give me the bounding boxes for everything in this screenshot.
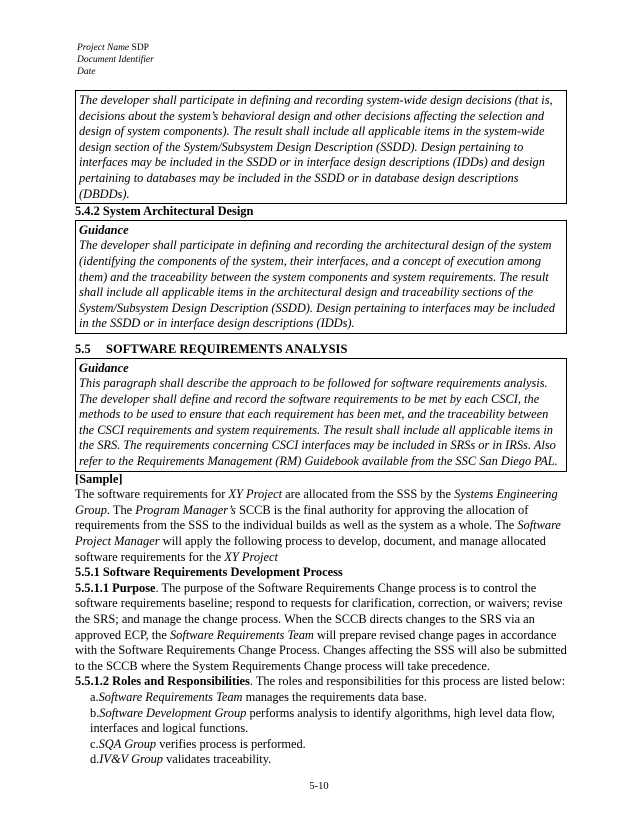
guidance-box-system-design — [75, 90, 567, 204]
text-run: will apply the following process to develop, document, and manage allocated software requirements for the — [75, 534, 546, 564]
text-run: Program Manager’s — [135, 502, 236, 517]
project-name-line — [77, 42, 154, 54]
purpose-paragraph — [75, 581, 567, 675]
section-title: SOFTWARE REQUIREMENTS ANALYSIS — [106, 341, 348, 356]
page-header — [77, 42, 154, 78]
section-heading-5-5-1: 5.5.1 Software Requirements Development Process — [75, 565, 343, 580]
document-identifier-label: Document Identifier — [77, 55, 154, 65]
date-label: Date — [77, 67, 96, 77]
list-letter: d. — [90, 752, 100, 767]
project-name-value: SDP — [131, 43, 149, 53]
text-run: XY Project — [228, 487, 283, 502]
guidance-label: Guidance — [79, 360, 129, 375]
section-number: 5.5 — [75, 341, 91, 356]
list-item — [75, 690, 567, 706]
paragraph-label: 5.5.1.1 Purpose — [75, 580, 156, 595]
text-run: SCCB is the final authority for approving the allocation of requirements from the SSS to the individual builds as well as the system as a whole. The — [75, 502, 529, 533]
text-run: XY Project — [224, 549, 278, 564]
list-actor: Software Requirements Team — [98, 689, 243, 704]
list-letter: c. — [90, 736, 99, 751]
list-item — [75, 706, 567, 737]
list-letter: b. — [90, 705, 100, 720]
guidance-text: The developer shall participate in defining and recording system-wide design decisions (that is, decisions about the system’s behavioral design and other decisions affecting the selection and design of system components). The result shall include all applicable items in the system-wide design section of the System/Subsystem Design Description (SSDD). Design pertaining to interfaces may be included in the SSDD or in interface design descriptions (IDDs) and design pertaining to databases may be included in the SSDD or in database design descriptions (DBDDs). — [79, 93, 553, 201]
list-actor: SQA Group — [98, 736, 157, 751]
sample-label: [Sample] — [75, 471, 123, 486]
guidance-label: Guidance — [79, 222, 129, 237]
text-run: . The — [106, 502, 136, 517]
guidance-text: This paragraph shall describe the approach to be followed for software requirements analysis. The developer shall define and record the software requirements to be met by each CSCI, the methods to be used to ensure that each requirement has been met, and the traceability between the CSCI requirements and system requirements. The result shall include all applicable items in the SRS. The requirements concerning CSCI interfaces may be included in SRSs or in IRSs. Also refer to the Requirements Management (RM) Guidebook available from the SSC San Diego PAL. — [79, 376, 558, 469]
guidance-text: The developer shall participate in defining and recording the architectural design of the system (identifying the components of the system, their interfaces, and a concept of execution among them) and the traceability between the system components and system requirements. The result shall include all applicable items in the architectural design and traceability sections of the System/Subsystem Design Description (SSDD). Design pertaining to interfaces may be included in the SSDD or in interface design descriptions (IDDs). — [79, 238, 555, 331]
list-letter: a. — [90, 689, 99, 704]
text-run: . The roles and responsibilities for this process are listed below: — [249, 674, 566, 689]
text-run: are allocated from the SSS by the — [282, 487, 455, 502]
text-run: The software requirements for — [75, 487, 229, 502]
text-run: will prepare revised change pages in accordance with the Software Requirements Change Process. Changes affecting the SSS will also be submitted to the SCCB where the System Requirements Change process will take precedence. — [75, 627, 567, 673]
section-heading-5-5 — [75, 342, 567, 358]
list-item — [75, 752, 567, 768]
sample-paragraph — [75, 487, 567, 565]
list-text: manages the requirements data base. — [242, 689, 427, 704]
roles-paragraph — [75, 674, 567, 690]
project-name-label: Project Name — [77, 43, 130, 53]
list-text: verifies process is performed. — [156, 736, 306, 751]
guidance-box-requirements-analysis — [75, 358, 567, 472]
text-run: . The purpose of the Software Requirements Change process is to control the software requirements baseline; respond to requests for clarification, correction, or waivers; revise the SRS; and manage the change process. When the SCCB directs changes to the SRS via an approved ECP, the — [75, 580, 563, 642]
list-actor: IV&V Group — [99, 752, 163, 767]
list-text: validates traceability. — [162, 752, 272, 767]
list-actor: Software Development Group — [99, 705, 247, 720]
document-body — [75, 90, 567, 768]
text-run: Software Project Manager — [75, 518, 561, 549]
list-text: performs analysis to identify algorithms, high level data flow, interfaces and logical functions. — [90, 705, 555, 736]
section-heading-5-4-2: 5.4.2 System Architectural Design — [75, 204, 254, 219]
text-run: Software Requirements Team — [169, 627, 314, 642]
guidance-box-architectural-design — [75, 220, 567, 334]
page-number: 5-10 — [309, 781, 329, 792]
paragraph-label: 5.5.1.2 Roles and Responsibilities — [75, 674, 250, 689]
list-item — [75, 737, 567, 753]
text-run: Systems Engineering Group — [75, 487, 558, 517]
